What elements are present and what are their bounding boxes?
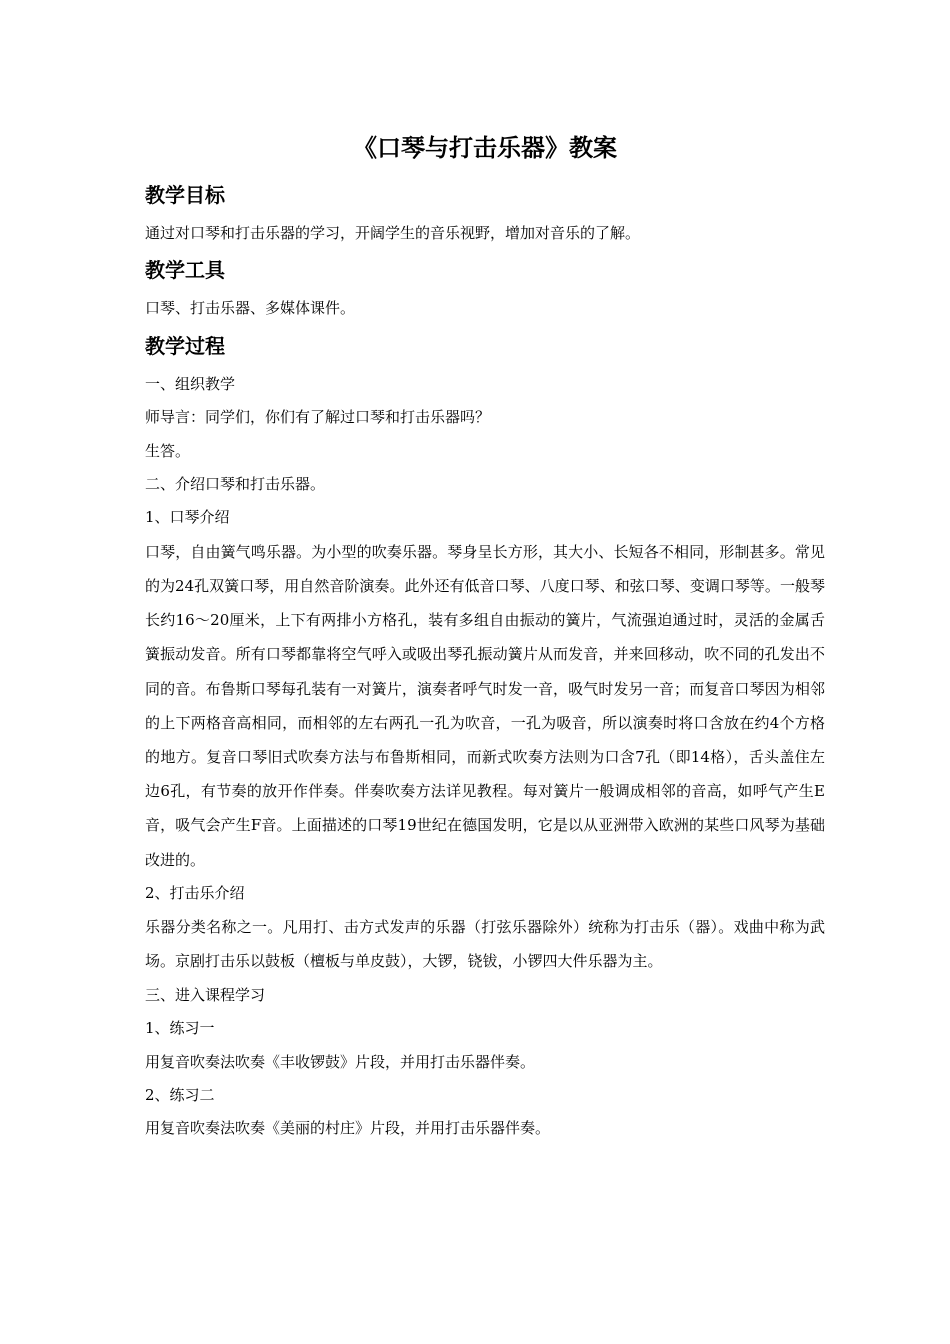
process-item-introduce: 二、介绍口琴和打击乐器。 bbox=[145, 475, 326, 494]
percussion-subheading: 2、打击乐介绍 bbox=[145, 883, 245, 902]
harmonica-subheading: 1、口琴介绍 bbox=[145, 508, 230, 527]
process-teacher-intro: 师导言：同学们，你们有了解过口琴和打击乐器吗？ bbox=[145, 408, 491, 427]
process-item-course: 三、进入课程学习 bbox=[145, 985, 266, 1004]
section-heading-goal: 教学目标 bbox=[145, 183, 225, 207]
goal-text: 通过对口琴和打击乐器的学习，开阔学生的音乐视野，增加对音乐的了解。 bbox=[145, 224, 641, 242]
document-title: 《口琴与打击乐器》教案 bbox=[353, 134, 617, 162]
exercise-1-text: 用复音吹奏法吹奏《丰收锣鼓》片段，并用打击乐器伴奏。 bbox=[145, 1052, 536, 1071]
process-student-answer: 生答。 bbox=[145, 441, 191, 460]
document-page bbox=[145, 130, 825, 1146]
exercise-2-heading: 2、练习二 bbox=[145, 1085, 215, 1104]
section-heading-process: 教学过程 bbox=[145, 333, 225, 358]
harmonica-description: 口琴，自由簧气鸣乐器。为小型的吹奏乐器。琴身呈长方形，其大小、长短各不相同，形制甚多。常见的为24孔双簧口琴，用自然音阶演奏。此外还有低音口琴、八度口琴、和弦口琴、变调口琴等。一般琴长约16～20厘米，上下有两排小方格孔，装有多组自由振动的簧片，气流强迫通过时，灵活的金属舌簧振动发音。所有口琴都靠将空气呼入或吸出琴孔振动簧片从而发音，并来回移动，吹不同的孔发出不同的音。布鲁斯口琴每孔装有一对簧片，演奏者呼气时发一音，吸气时发另一音；而复音口琴因为相邻的上下两格音高相同，而相邻的左右两孔一孔为吹音，一孔为吸音，所以演奏时将口含放在约4个方格的地方。复音口琴旧式吹奏方法与布鲁斯相同，而新式吹奏方法则为口含7孔（即14格），舌头盖住左边6孔，有节奏的放开作伴奏。伴奏吹奏方法详见教程。每对簧片一般调成相邻的音高，如呼气产生E音，吸气会产生F音。上面描述的口琴19世纪在德国发明，它是以从亚洲带入欧洲的某些口风琴为基础改进的。 bbox=[145, 542, 825, 869]
tools-text: 口琴、打击乐器、多媒体课件。 bbox=[145, 299, 356, 318]
process-item-organize: 一、组织教学 bbox=[145, 374, 236, 393]
percussion-description: 乐器分类名称之一。凡用打、击方式发声的乐器（打弦乐器除外）统称为打击乐（器）。戏曲中称为武场。京剧打击乐以鼓板（檀板与单皮鼓），大锣，铙钹，小锣四大件乐器为主。 bbox=[145, 918, 825, 971]
section-heading-tools: 教学工具 bbox=[145, 258, 225, 283]
exercise-2-text: 用复音吹奏法吹奏《美丽的村庄》片段，并用打击乐器伴奏。 bbox=[145, 1119, 551, 1138]
exercise-1-heading: 1、练习一 bbox=[145, 1019, 215, 1038]
